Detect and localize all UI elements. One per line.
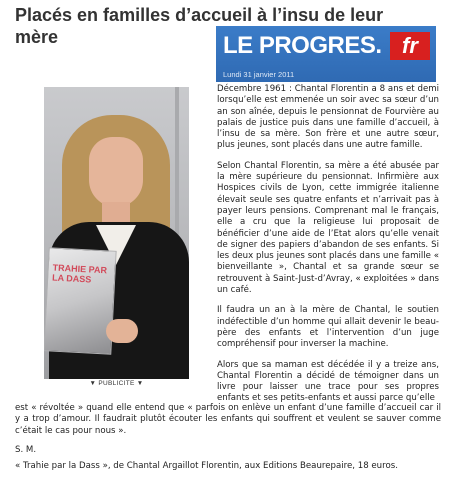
book-cover-title: TRAHIE PAR LA DASS: [51, 262, 108, 285]
ad-label[interactable]: ▼ PUBLICITE ▼: [89, 380, 144, 387]
photo-face: [89, 137, 143, 207]
publisher-logo-suffix: fr: [390, 32, 430, 60]
article-title: Placés en familles d’accueil à l’insu de leur mère: [15, 5, 384, 47]
publisher-banner[interactable]: [216, 26, 436, 82]
article-body-column: [217, 84, 439, 414]
article-photo: [44, 87, 189, 379]
author-signature: S. M.: [15, 445, 37, 455]
book-footnote: « Trahie par la Dass », de Chantal Argaillot Florentin, aux Editions Beaurepaire, 18 euros.: [15, 461, 398, 471]
book-cover: [44, 247, 117, 354]
paragraph-3: Il faudra un an à la mère de Chantal, le soutien indéfectible d’un homme qui allait devenir le beau-père des enfants et l’intervention d’un juge compréhensif pour inverser la machine.: [217, 305, 439, 350]
paragraph-4-continuation: est « révoltée » quand elle entend que « parfois on enlève un enfant d’une famille d’accueil car il y a trop d’amour. Il faudrait plutôt écouter les enfants qui souffrent et veulent se sauver comme c’était le cas pour nous ».: [15, 403, 441, 436]
publication-date: Lundi 31 janvier 2011: [223, 70, 295, 79]
publisher-logo: LE PROGRES.: [223, 32, 382, 59]
photo-hand: [106, 319, 138, 343]
paragraph-4: Alors que sa maman est décédée il y a treize ans, Chantal Florentin a décidé de témoigner dans un livre pour laisser une trace pour ses propres enfants et ses petits-enfants et aussi parce qu’elle: [217, 359, 439, 404]
paragraph-1: Décembre 1961 : Chantal Florentin a 8 ans et demi lorsqu’elle est emmenée un soir avec sa sœur d’un an son aînée, depuis le pensionnat de Fourvière au palais de justice puis dans une famille d’accueil, à l’insu de sa mère. Son frère et une autre sœur, plus jeunes, sont placés dans une autre famille.: [217, 84, 439, 151]
paragraph-2: Selon Chantal Florentin, sa mère a été abusée par la mère supérieure du pensionnat. Infirmière aux Hospices civils de Lyon, cette immigrée italienne élevait seule ses quatre enfants et n’arrivait pas à payer leurs pensions. Comprenant mal le français, elle a cru que la religieuse lui proposait de bénéficier d’une aide de l’Etat alors qu’elle venait de signer des papiers d’abandon de ses enfants. Si les deux plus jeunes sont placés dans une famille « bienveillante », Chantal et sa grande sœur se retrouvent à Saint-Just-d’Avray, « exploitées » dans un café.: [217, 160, 439, 296]
